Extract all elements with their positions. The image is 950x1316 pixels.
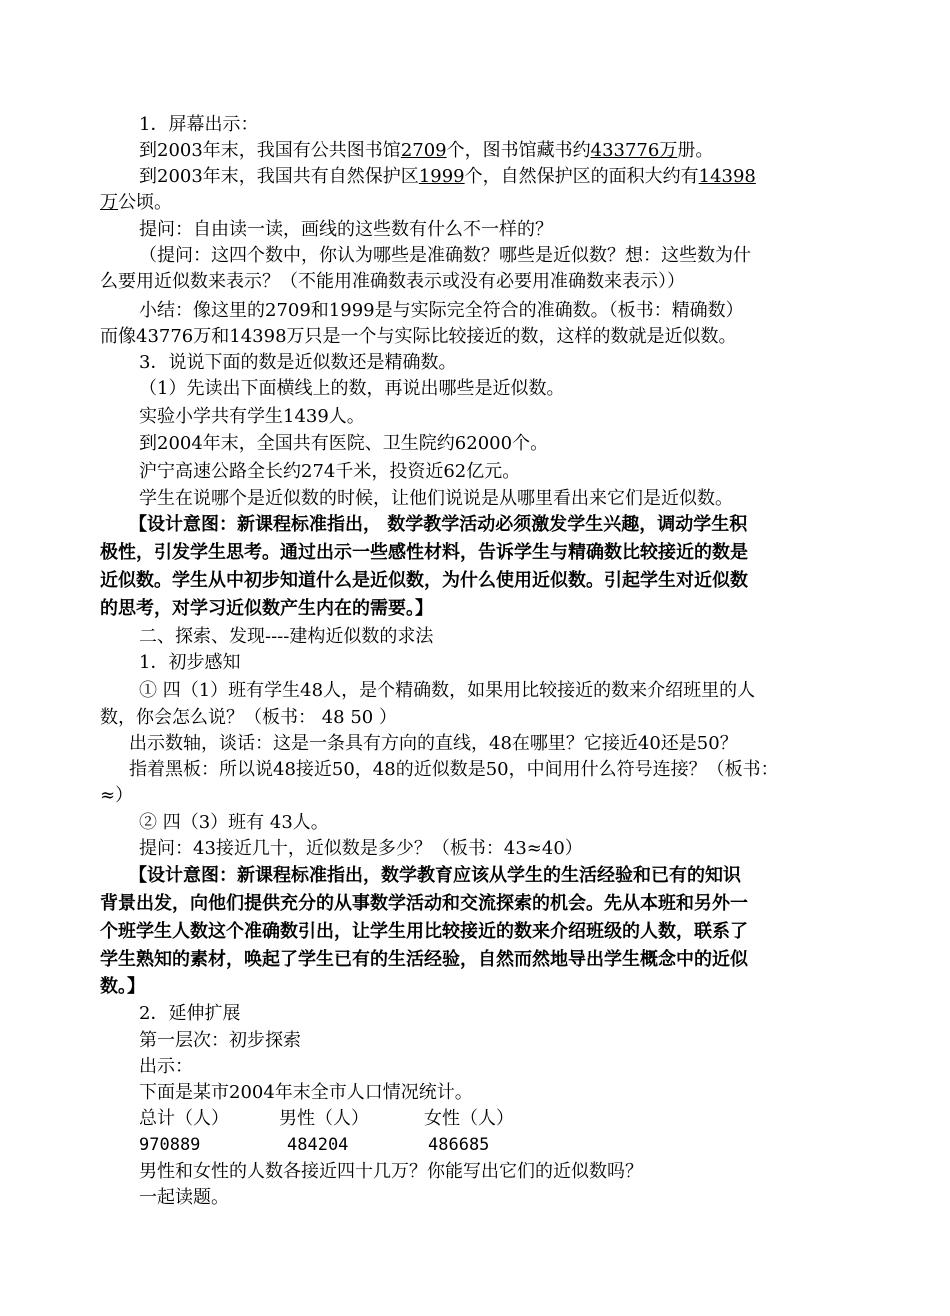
text: 个，自然保护区的面积大约有 bbox=[464, 166, 699, 187]
design-intent-note: 极性，引发学生思考。通过出示一些感性材料，告诉学生与精确数比较接近的数是 bbox=[100, 542, 748, 563]
example-text: 实验小学共有学生1439人。 bbox=[139, 406, 365, 427]
design-intent-note: 的思考，对学习近似数产生内在的需要。】 bbox=[100, 598, 433, 619]
design-intent-note: 【设计意图：新课程标准指出，数学教育应该从学生的生活经验和已有的知识 bbox=[129, 865, 741, 886]
subsection-heading: 2．延伸扩展 bbox=[139, 1003, 241, 1024]
body-text: 数，你会怎么说？（板书： 48 50 ） bbox=[100, 707, 397, 728]
body-text: 提问：43接近几十，近似数是多少？（板书：43≈40） bbox=[139, 838, 583, 859]
body-text: ① 四（1）班有学生48人，是个精确数，如果用比较接近的数来介绍班里的人 bbox=[139, 680, 756, 701]
underlined-number: 433776万 bbox=[590, 140, 678, 161]
design-intent-note: 学生熟知的素材，唤起了学生已有的生活经验，自然而然地导出学生概念中的近似 bbox=[100, 949, 748, 970]
body-text: ② 四（3）班有 43人。 bbox=[139, 812, 329, 833]
body-text: 学生在说哪个是近似数的时候，让他们说说是从哪里看出来它们是近似数。 bbox=[139, 488, 733, 509]
text: 公顷。 bbox=[118, 192, 172, 213]
subsection-heading: 1．初步感知 bbox=[139, 652, 241, 673]
design-intent-note: 【设计意图：新课程标准指出， 数学教学活动必须激发学生兴趣，调动学生积 bbox=[129, 514, 748, 535]
text: 到2003年末，我国有公共图书馆 bbox=[139, 140, 401, 161]
design-intent-note: 数。】 bbox=[100, 976, 145, 997]
text: 册。 bbox=[677, 140, 714, 161]
design-intent-note: 背景出发，向他们提供充分的从事数学活动和交流探索的机会。先从本班和另外一 bbox=[100, 893, 748, 914]
body-text: 第一层次：初步探索 bbox=[139, 1030, 301, 1051]
body-text: 一起读题。 bbox=[139, 1187, 229, 1208]
underlined-number: 2709 bbox=[400, 140, 447, 161]
body-text: 下面是某市2004年末全市人口情况统计。 bbox=[139, 1082, 473, 1103]
body-text: 出示数轴，谈话：这是一条具有方向的直线，48在哪里？它接近40还是50？ bbox=[129, 733, 738, 754]
population-table-row bbox=[139, 1132, 859, 1158]
question-text: 男性和女性的人数各接近四十几万？你能写出它们的近似数吗？ bbox=[139, 1161, 643, 1182]
instruction-text: （1）先读出下面横线上的数，再说出哪些是近似数。 bbox=[139, 378, 565, 399]
summary-text: 而像43776万和14398万只是一个与实际比较接近的数，这样的数就是近似数。 bbox=[100, 326, 737, 347]
paragraph-reserve-cont bbox=[100, 190, 860, 216]
underlined-number: 1999 bbox=[418, 166, 465, 187]
design-intent-note: 近似数。学生从中初步知道什么是近似数，为什么使用近似数。引起学生对近似数 bbox=[100, 570, 748, 591]
text: 个，图书馆藏书约 bbox=[446, 140, 591, 161]
column-header-male: 男性（人） bbox=[279, 1108, 369, 1129]
column-header-total: 总计（人） bbox=[139, 1108, 229, 1129]
cell-male: 484204 bbox=[287, 1135, 349, 1155]
design-intent-note: 个班学生人数这个准确数引出，让学生用比较接近的数来介绍班级的人数，联系了 bbox=[100, 921, 748, 942]
section-heading: 3．说说下面的数是近似数还是精确数。 bbox=[139, 352, 457, 373]
body-text: 出示： bbox=[139, 1056, 193, 1077]
text: 1．屏幕出示： bbox=[139, 114, 259, 135]
heading-screen-display bbox=[139, 112, 859, 138]
paragraph-library bbox=[139, 138, 859, 164]
text: 到2003年末，我国共有自然保护区 bbox=[139, 166, 419, 187]
section-heading: 二、探索、发现----建构近似数的求法 bbox=[139, 626, 434, 647]
cell-female: 486685 bbox=[428, 1135, 490, 1155]
column-header-female: 女性（人） bbox=[424, 1108, 514, 1129]
question-text: 么要用近似数来表示？（不能用准确数表示或没有必要用准确数来表示）） bbox=[100, 271, 685, 292]
question-text: 提问：自由读一读，画线的这些数有什么不一样的？ bbox=[139, 219, 553, 240]
example-text: 到2004年末，全国共有医院、卫生院约62000个。 bbox=[139, 433, 549, 454]
question-text: （提问：这四个数中，你认为哪些是准确数？哪些是近似数？想：这些数为什 bbox=[139, 245, 751, 266]
summary-text: 小结：像这里的2709和1999是与实际完全符合的准确数。（板书：精确数） bbox=[139, 300, 744, 321]
example-text: 沪宁高速公路全长约274千米，投资近62亿元。 bbox=[139, 461, 521, 482]
cell-total: 970889 bbox=[139, 1135, 201, 1155]
paragraph-reserve bbox=[139, 164, 859, 190]
body-text: 指着黑板：所以说48接近50，48的近似数是50，中间用什么符号连接？（板书： bbox=[129, 759, 779, 780]
underlined-number: 14398 bbox=[698, 166, 756, 187]
population-table-header bbox=[139, 1106, 859, 1132]
body-text: ≈） bbox=[100, 785, 134, 806]
underlined-unit: 万 bbox=[100, 192, 118, 213]
